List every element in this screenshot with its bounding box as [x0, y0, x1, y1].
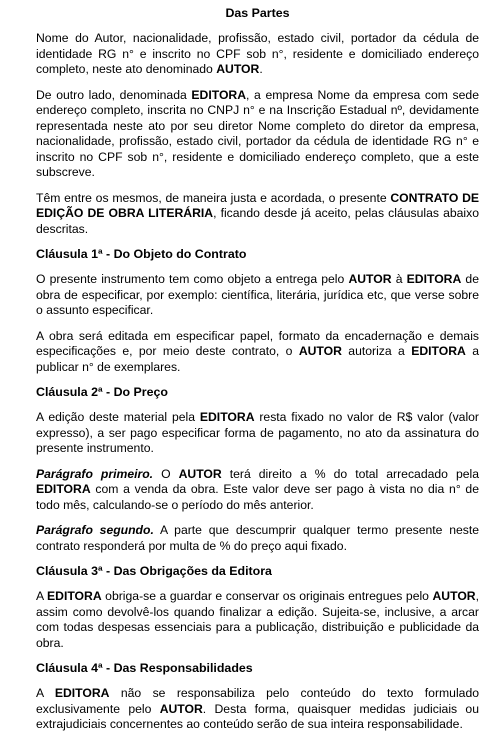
text: A obra será editada em especificar papel, formato da encadernação e demais especificações e, por meio deste contrato, o: [36, 328, 479, 358]
text: . Desta forma, quaisquer medidas judiciais ou extrajudiciais concernentes ao conteúdo serão de sua inteira responsabilidade.: [36, 701, 479, 731]
text: não se responsabiliza pelo conteúdo do texto formulado exclusivamente pelo: [36, 686, 479, 716]
bold-term: AUTOR: [159, 701, 203, 716]
bold-term: EDITORA: [54, 686, 110, 700]
text: A parte que descumprir qualquer termo presente neste contrato responderá por multa de % do preço aqui fixado.: [36, 523, 480, 553]
text: a publicar n° de exemplares.: [36, 344, 479, 374]
parties-paragraph-publisher: [36, 88, 479, 181]
bold-term: EDITORA: [191, 87, 247, 102]
text: A: [36, 686, 55, 700]
text: O presente instrumento tem como objeto a entrega pelo: [36, 272, 349, 286]
text: Têm entre os mesmos, de maneira justa e acordada, o presente: [36, 190, 391, 205]
clause-2-heading: Cláusula 2ª - Do Preço: [36, 385, 168, 399]
bold-term: AUTOR: [178, 466, 222, 481]
paragraph-lead: Parágrafo segundo.: [36, 523, 154, 537]
bold-term: AUTOR: [432, 589, 476, 603]
bold-term: EDITORA: [406, 272, 462, 286]
bold-term: EDITORA: [411, 344, 466, 358]
clause-2-paragraph-2: [36, 467, 479, 514]
bold-term: AUTOR: [298, 344, 342, 358]
text: terá direito a % do total arrecadado pela: [221, 466, 479, 481]
text: autoriza a: [341, 344, 412, 358]
clause-1-paragraph-2: [36, 329, 479, 376]
bold-term: EDITORA: [199, 410, 255, 424]
clause-2-paragraph-3: [36, 523, 479, 554]
text: , assim como devolvê-los quando finalizar a edição. Sujeita-se, inclusive, a arcar com todas despesas essenciais para a publicação, distribuição e publicidade da obra.: [36, 589, 479, 650]
text: , ficando desde já aceito, pelas cláusulas abaixo descritas.: [36, 206, 479, 236]
text: A edição deste material pela: [36, 410, 200, 424]
text: resta fixado no valor de R$ valor (valor expresso), a ser pago especificar forma de pagamento, no ato da assinatura do presente instrumento.: [36, 410, 479, 455]
text: O: [153, 466, 179, 481]
bold-term: CONTRATO DE EDIÇÃO DE OBRA LITERÁRIA: [36, 190, 479, 220]
text: com a venda da obra. Este valor deve ser pago à vista no dia n° de todo mês, calculando-se o período do mês anterior.: [36, 482, 479, 512]
bold-term: AUTOR: [348, 272, 392, 286]
document-title: Das Partes: [225, 6, 290, 20]
text: A: [36, 589, 48, 603]
clause-1-heading: Cláusula 1ª - Do Objeto do Contrato: [36, 247, 247, 261]
clause-3-heading: Cláusula 3ª - Das Obrigações da Editora: [36, 564, 272, 578]
text: De outro lado, denominada: [36, 87, 192, 102]
text: , a empresa Nome da empresa com sede endereço completo, inscrita no CNPJ n° e na Inscrição Estadual nº, devidamente representada neste ato por seu diretor Nome completo do diretor da empresa, nacionalidade, profissão, estado civil, portador da cédula de identidade RG n° e inscrito no CPF sob n°, residente e domiciliado endereço completo, que a este subscreve.: [36, 87, 479, 179]
bold-term: EDITORA: [47, 589, 102, 603]
text: à: [391, 272, 407, 286]
clause-4-paragraph-1: [36, 686, 479, 733]
text: Nome do Autor, nacionalidade, profissão, estado civil, portador da cédula de identidade RG n° e inscrito no CPF sob n°, residente e domiciliado endereço completo, neste ato denominado: [36, 31, 479, 76]
paragraph-lead: Parágrafo primeiro.: [36, 466, 154, 481]
parties-paragraph-author: [36, 31, 479, 78]
clause-4-heading: Cláusula 4ª - Das Responsabilidades: [36, 661, 253, 675]
clause-1-paragraph-1: [36, 272, 479, 319]
bold-term: AUTOR: [216, 62, 260, 76]
clause-2-paragraph-1: [36, 410, 479, 457]
parties-paragraph-agreement: [36, 191, 479, 238]
text: .: [259, 62, 263, 76]
text: de obra de especificar, por exemplo: científica, literária, jurídica etc, que verse sobre o assunto especificar.: [36, 272, 479, 317]
bold-term: EDITORA: [36, 482, 91, 496]
text: obriga-se a guardar e conservar os originais entregues pelo: [101, 589, 433, 603]
clause-3-paragraph-1: [36, 589, 479, 651]
